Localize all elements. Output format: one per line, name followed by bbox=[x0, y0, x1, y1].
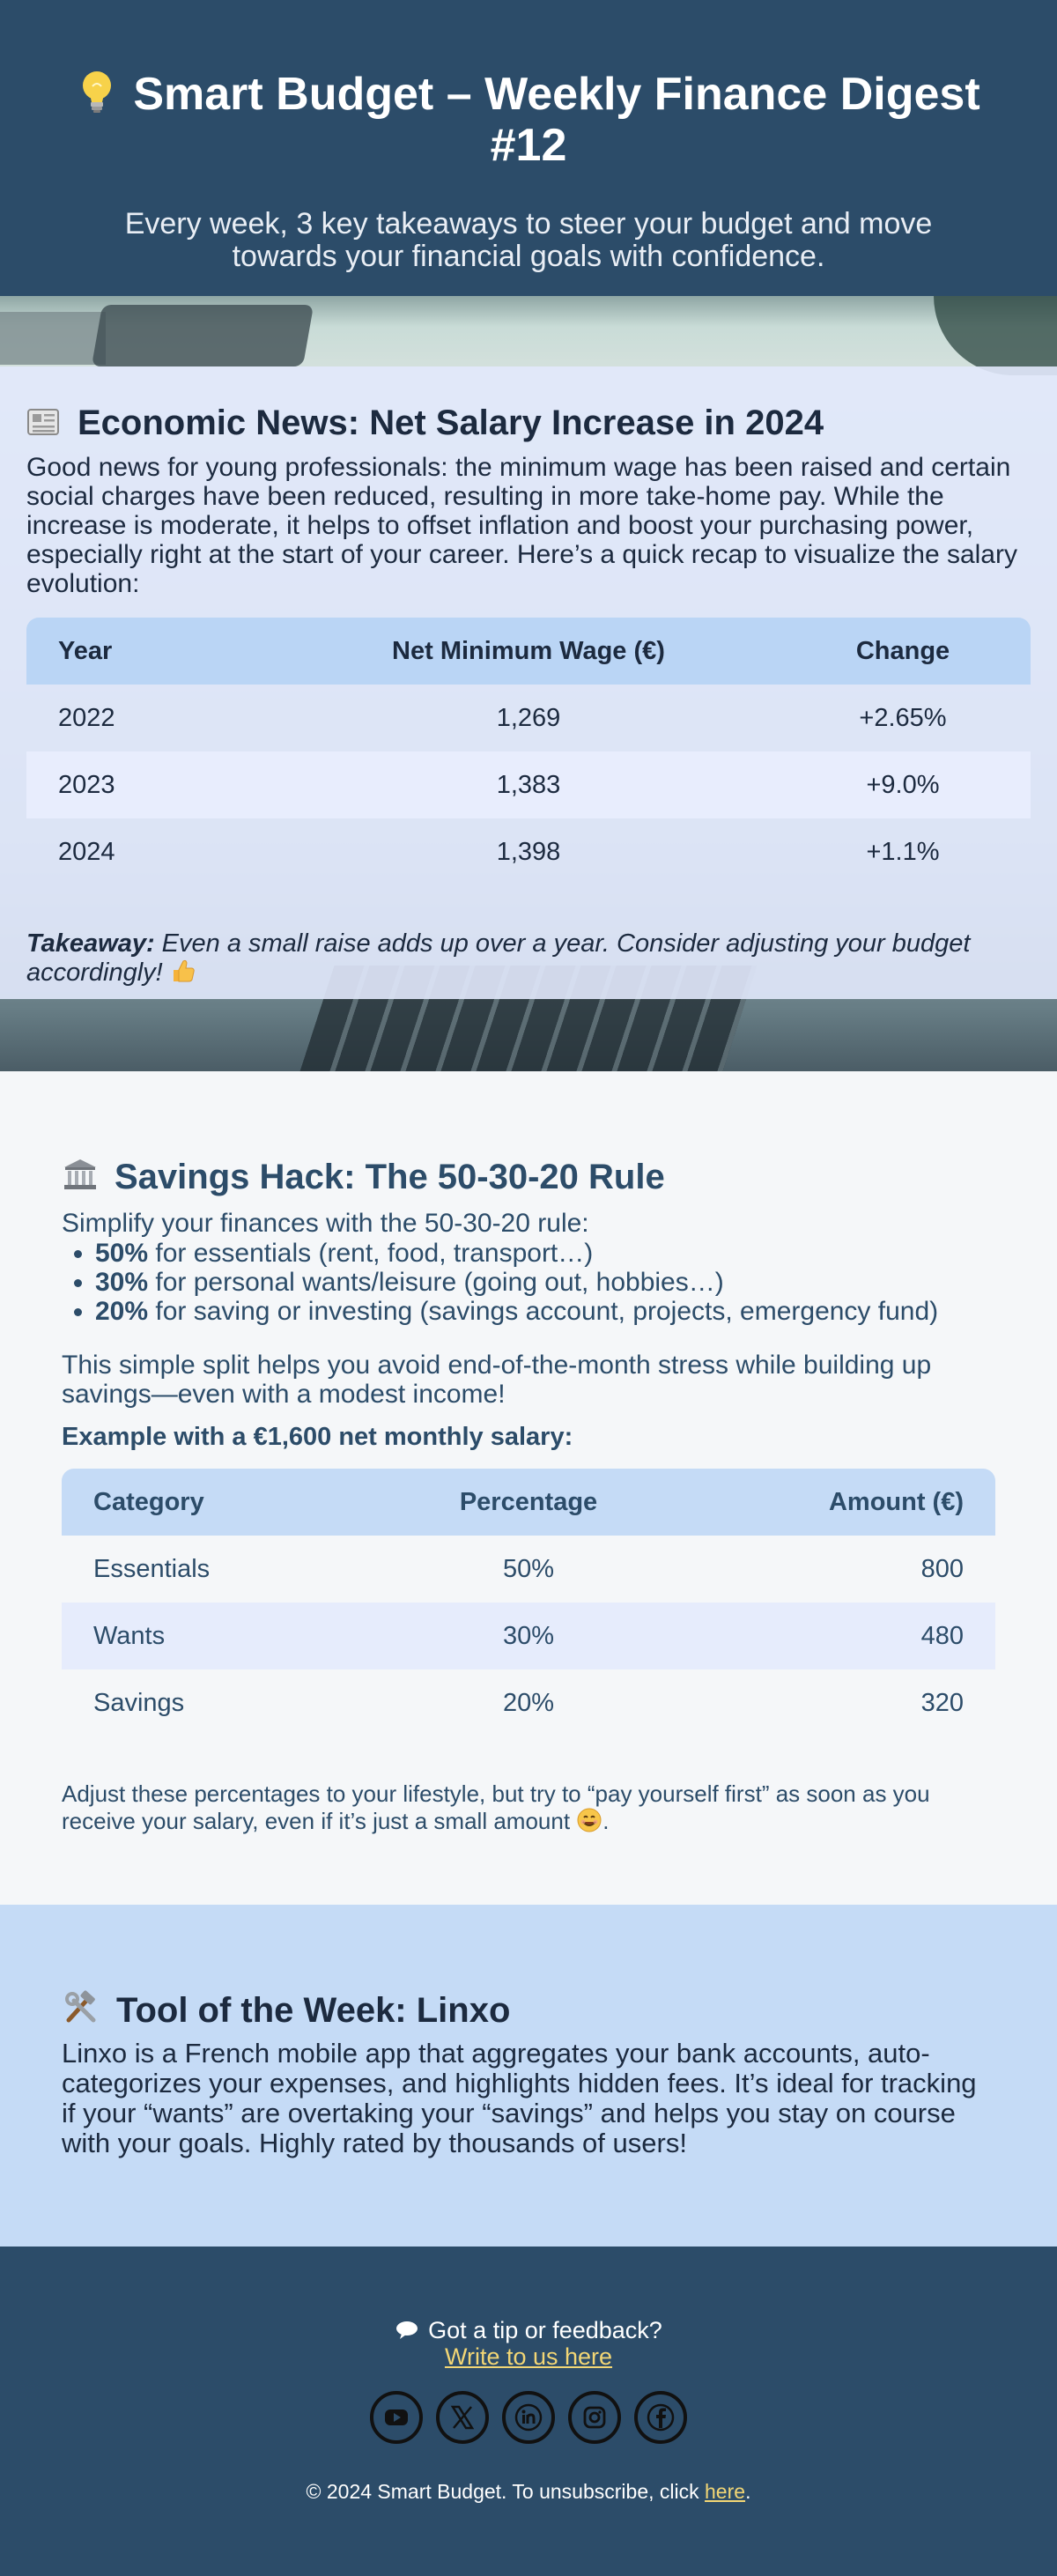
rule-list bbox=[95, 1239, 995, 1326]
table-row bbox=[62, 1603, 995, 1669]
linkedin-link[interactable] bbox=[502, 2391, 555, 2444]
tool-body: Linxo is a French mobile app that aggregates your bank accounts, auto-categorizes your expenses, and highlights hidden fees. It’s ideal for tracking if your “wants” are overtaking your “savings” and helps you stay on course with your goals. Highly rated by thousands of users! bbox=[62, 2038, 977, 2158]
header-subtitle: Every week, 3 key takeaways to steer your budget and move towards your financial goals with confidence. bbox=[124, 207, 933, 273]
takeaway-text: Even a small raise adds up over a year. Consider adjusting your budget accordingly! bbox=[26, 929, 971, 987]
adjust-text: Adjust these percentages to your lifestyle, but try to “pay yourself first” as soon as you receive your salary, even if it’s just a small amount bbox=[62, 1780, 930, 1834]
copyright-text: © 2024 Smart Budget. To unsubscribe, click bbox=[306, 2480, 706, 2503]
savings-body: This simple split helps you avoid end-of-the-month stress while building up savings—even with a modest income! bbox=[62, 1351, 932, 1409]
cell-change: +9.0% bbox=[775, 751, 1031, 818]
salary-table bbox=[26, 618, 1031, 885]
cell-category: Savings bbox=[62, 1669, 352, 1736]
cell-amount: 320 bbox=[705, 1669, 995, 1736]
budget-table bbox=[62, 1469, 995, 1736]
cell-change: +2.65% bbox=[859, 703, 947, 732]
x-icon bbox=[448, 2403, 477, 2432]
table-row bbox=[26, 818, 1031, 885]
adjust-end: . bbox=[602, 1808, 610, 1834]
tool-section bbox=[0, 1905, 1057, 2247]
copyright-notice bbox=[0, 2479, 1057, 2504]
cell-year: 2022 bbox=[58, 703, 115, 732]
background-photo-phone bbox=[92, 305, 314, 366]
rule-text: for personal wants/leisure (going out, hobbies…) bbox=[148, 1268, 724, 1297]
instagram-icon bbox=[580, 2403, 609, 2432]
example-label: Example with a €1,600 net monthly salary: bbox=[62, 1423, 573, 1451]
bank-icon bbox=[62, 1157, 99, 1192]
rule-text: for essentials (rent, food, transport…) bbox=[148, 1239, 594, 1268]
column-header-wage: Net Minimum Wage (€) bbox=[282, 618, 775, 685]
background-photo-detail bbox=[0, 312, 106, 365]
unsubscribe-link[interactable]: here bbox=[705, 2480, 746, 2503]
news-takeaway bbox=[26, 929, 1031, 987]
table-row bbox=[26, 685, 1031, 751]
cell-category: Wants bbox=[62, 1603, 352, 1669]
newspaper-icon bbox=[26, 405, 62, 437]
savings-adjust-note bbox=[62, 1780, 995, 1834]
news-heading-text: Economic News: Net Salary Increase in 2024 bbox=[78, 403, 824, 442]
cell-change: +1.1% bbox=[866, 837, 940, 866]
cell-percentage: 50% bbox=[352, 1536, 705, 1603]
rule-text: for saving or investing (savings account, projects, emergency fund) bbox=[148, 1297, 939, 1326]
table-row bbox=[62, 1536, 995, 1603]
table-header-row bbox=[62, 1469, 995, 1536]
savings-heading-text: Savings Hack: The 50-30-20 Rule bbox=[115, 1158, 665, 1196]
lightbulb-icon bbox=[77, 69, 117, 115]
news-heading bbox=[26, 402, 1031, 444]
smiley-icon bbox=[576, 1807, 602, 1833]
table-row bbox=[26, 751, 1031, 818]
youtube-icon bbox=[382, 2403, 410, 2432]
cell-amount: 480 bbox=[705, 1603, 995, 1669]
hammer-wrench-icon bbox=[62, 1990, 100, 2025]
cell-amount: 800 bbox=[705, 1536, 995, 1603]
rule-percent: 20% bbox=[95, 1297, 149, 1326]
page-title bbox=[0, 69, 1057, 171]
list-item bbox=[95, 1297, 995, 1326]
title-text: Smart Budget – Weekly Finance Digest #12 bbox=[133, 69, 980, 171]
cell-percentage: 30% bbox=[352, 1603, 705, 1669]
rule-percent: 30% bbox=[95, 1268, 149, 1297]
header bbox=[0, 0, 1057, 296]
column-header-category: Category bbox=[62, 1469, 352, 1536]
rule-percent: 50% bbox=[95, 1239, 149, 1268]
column-header-percentage: Percentage bbox=[352, 1469, 705, 1536]
cell-year: 2024 bbox=[58, 837, 115, 866]
cell-wage: 1,269 bbox=[496, 703, 561, 732]
copyright-end: . bbox=[745, 2480, 751, 2503]
news-card bbox=[0, 366, 1057, 999]
cell-wage: 1,398 bbox=[496, 837, 561, 866]
column-header-change: Change bbox=[775, 618, 1031, 685]
thumbs-up-icon bbox=[170, 958, 196, 984]
savings-intro: Simplify your finances with the 50-30-20 rule: bbox=[62, 1209, 589, 1238]
tool-heading bbox=[62, 1989, 995, 2032]
cell-category: Essentials bbox=[62, 1536, 352, 1603]
cell-year: 2023 bbox=[26, 751, 282, 818]
linkedin-icon bbox=[514, 2403, 543, 2432]
speech-bubble-icon bbox=[395, 2320, 419, 2341]
facebook-link[interactable] bbox=[634, 2391, 687, 2444]
table-row bbox=[62, 1669, 995, 1736]
table-header-row bbox=[26, 618, 1031, 685]
savings-section bbox=[0, 1071, 1057, 1905]
facebook-icon bbox=[647, 2403, 675, 2432]
list-item bbox=[95, 1239, 995, 1268]
feedback-prompt bbox=[0, 2317, 1057, 2343]
x-link[interactable] bbox=[436, 2391, 489, 2444]
youtube-link[interactable] bbox=[370, 2391, 423, 2444]
takeaway-label: Takeaway: bbox=[26, 929, 155, 958]
social-links bbox=[0, 2391, 1057, 2444]
footer bbox=[0, 2247, 1057, 2576]
tool-heading-text: Tool of the Week: Linxo bbox=[116, 1991, 511, 2030]
column-header-amount: Amount (€) bbox=[705, 1469, 995, 1536]
column-header-year: Year bbox=[26, 618, 282, 685]
savings-heading bbox=[62, 1156, 995, 1198]
cell-percentage: 20% bbox=[352, 1669, 705, 1736]
feedback-text: Got a tip or feedback? bbox=[428, 2317, 662, 2343]
background-photo-plant bbox=[934, 296, 1057, 375]
cell-wage: 1,383 bbox=[282, 751, 775, 818]
news-section bbox=[0, 296, 1057, 1071]
instagram-link[interactable] bbox=[568, 2391, 621, 2444]
news-body: Good news for young professionals: the minimum wage has been raised and certain social charges have been reduced, resulting in more take-home pay. While the increase is moderate, it helps to offset inflation and boost your purchasing power, especially right at the start of your career. Here’s a quick recap to visualize the salary evolution: bbox=[26, 453, 1017, 598]
list-item bbox=[95, 1268, 995, 1297]
write-to-us-link[interactable]: Write to us here bbox=[444, 2343, 613, 2370]
